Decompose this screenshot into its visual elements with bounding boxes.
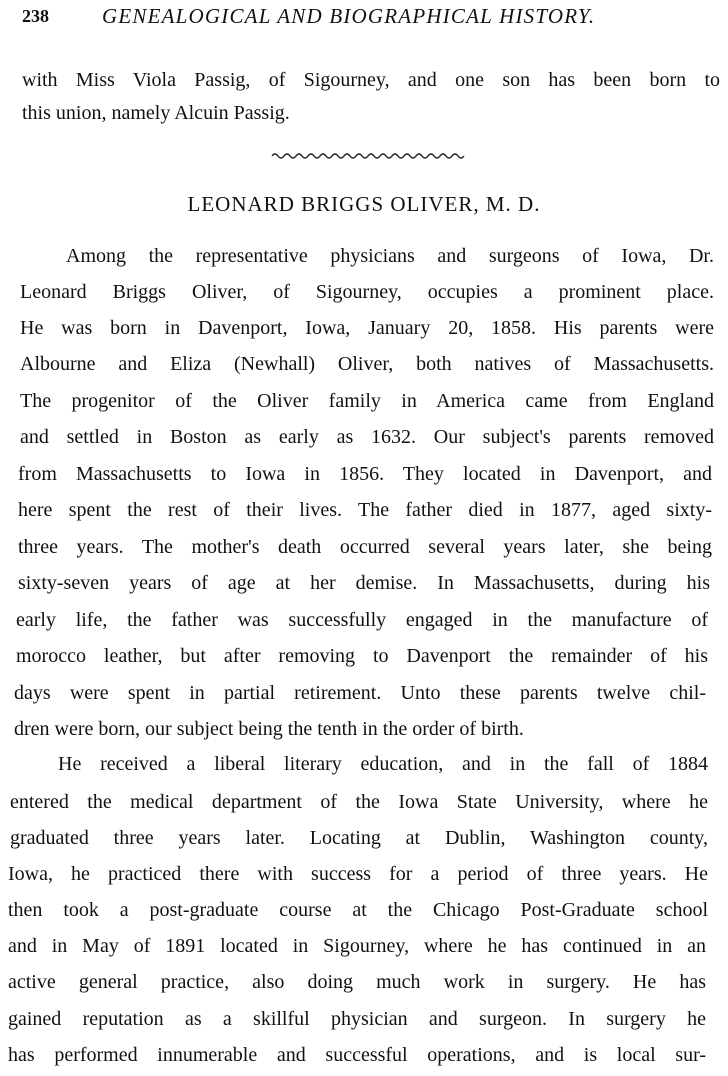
intro-line: this union, namely Alcuin Passig.	[22, 102, 290, 124]
paragraph-line: The progenitor of the Oliver family in America came from England	[20, 390, 714, 412]
running-title: GENEALOGICAL AND BIOGRAPHICAL HISTORY.	[102, 4, 596, 28]
paragraph-line: then took a post-graduate course at the Chicago Post-Graduate school	[8, 899, 708, 921]
page-header	[22, 4, 682, 34]
paragraph-line: three years. The mother's death occurred several years later, she being	[18, 536, 712, 558]
section-heading: LEONARD BRIGGS OLIVER, M. D.	[187, 192, 541, 216]
intro-line: with Miss Viola Passig, of Sigourney, and one son has been born to	[22, 69, 720, 91]
paragraph-line: Albourne and Eliza (Newhall) Oliver, both natives of Massachusetts.	[20, 353, 714, 375]
paragraph-line: dren were born, our subject being the tenth in the order of birth.	[14, 718, 524, 740]
paragraph-line: active general practice, also doing much work in surgery. He has	[8, 971, 706, 993]
paragraph-line: from Massachusetts to Iowa in 1856. They located in Davenport, and	[18, 463, 712, 485]
paragraph-line: and in May of 1891 located in Sigourney, where he has continued in an	[8, 935, 706, 957]
paragraph-line: early life, the father was successfully engaged in the manufacture of	[16, 609, 708, 631]
paragraph-line: has performed innumerable and successful operations, and is local sur-	[8, 1044, 706, 1066]
paragraph-line: entered the medical department of the Iowa State University, where he	[10, 791, 708, 813]
paragraph-line: Among the representative physicians and surgeons of Iowa, Dr.	[66, 245, 714, 267]
decorative-flourish	[270, 150, 470, 164]
paragraph-line: Iowa, he practiced there with success for a period of three years. He	[8, 863, 708, 885]
paragraph-line: graduated three years later. Locating at Dublin, Washington county,	[10, 827, 708, 849]
paragraph-line: and settled in Boston as early as 1632. Our subject's parents removed	[20, 426, 714, 448]
paragraph-line: days were spent in partial retirement. Unto these parents twelve chil-	[14, 682, 706, 704]
paragraph-line: gained reputation as a skillful physician and surgeon. In surgery he	[8, 1008, 706, 1030]
page-number: 238	[22, 6, 49, 26]
paragraph-line: He was born in Davenport, Iowa, January 20, 1858. His parents were	[20, 317, 714, 339]
paragraph-line: morocco leather, but after removing to Davenport the remainder of his	[16, 645, 708, 667]
paragraph-line: here spent the rest of their lives. The father died in 1877, aged sixty-	[18, 499, 712, 521]
paragraph-line: Leonard Briggs Oliver, of Sigourney, occupies a prominent place.	[20, 281, 714, 303]
paragraph-line: sixty-seven years of age at her demise. In Massachusetts, during his	[18, 572, 710, 594]
paragraph-line: He received a liberal literary education, and in the fall of 1884	[58, 753, 708, 775]
